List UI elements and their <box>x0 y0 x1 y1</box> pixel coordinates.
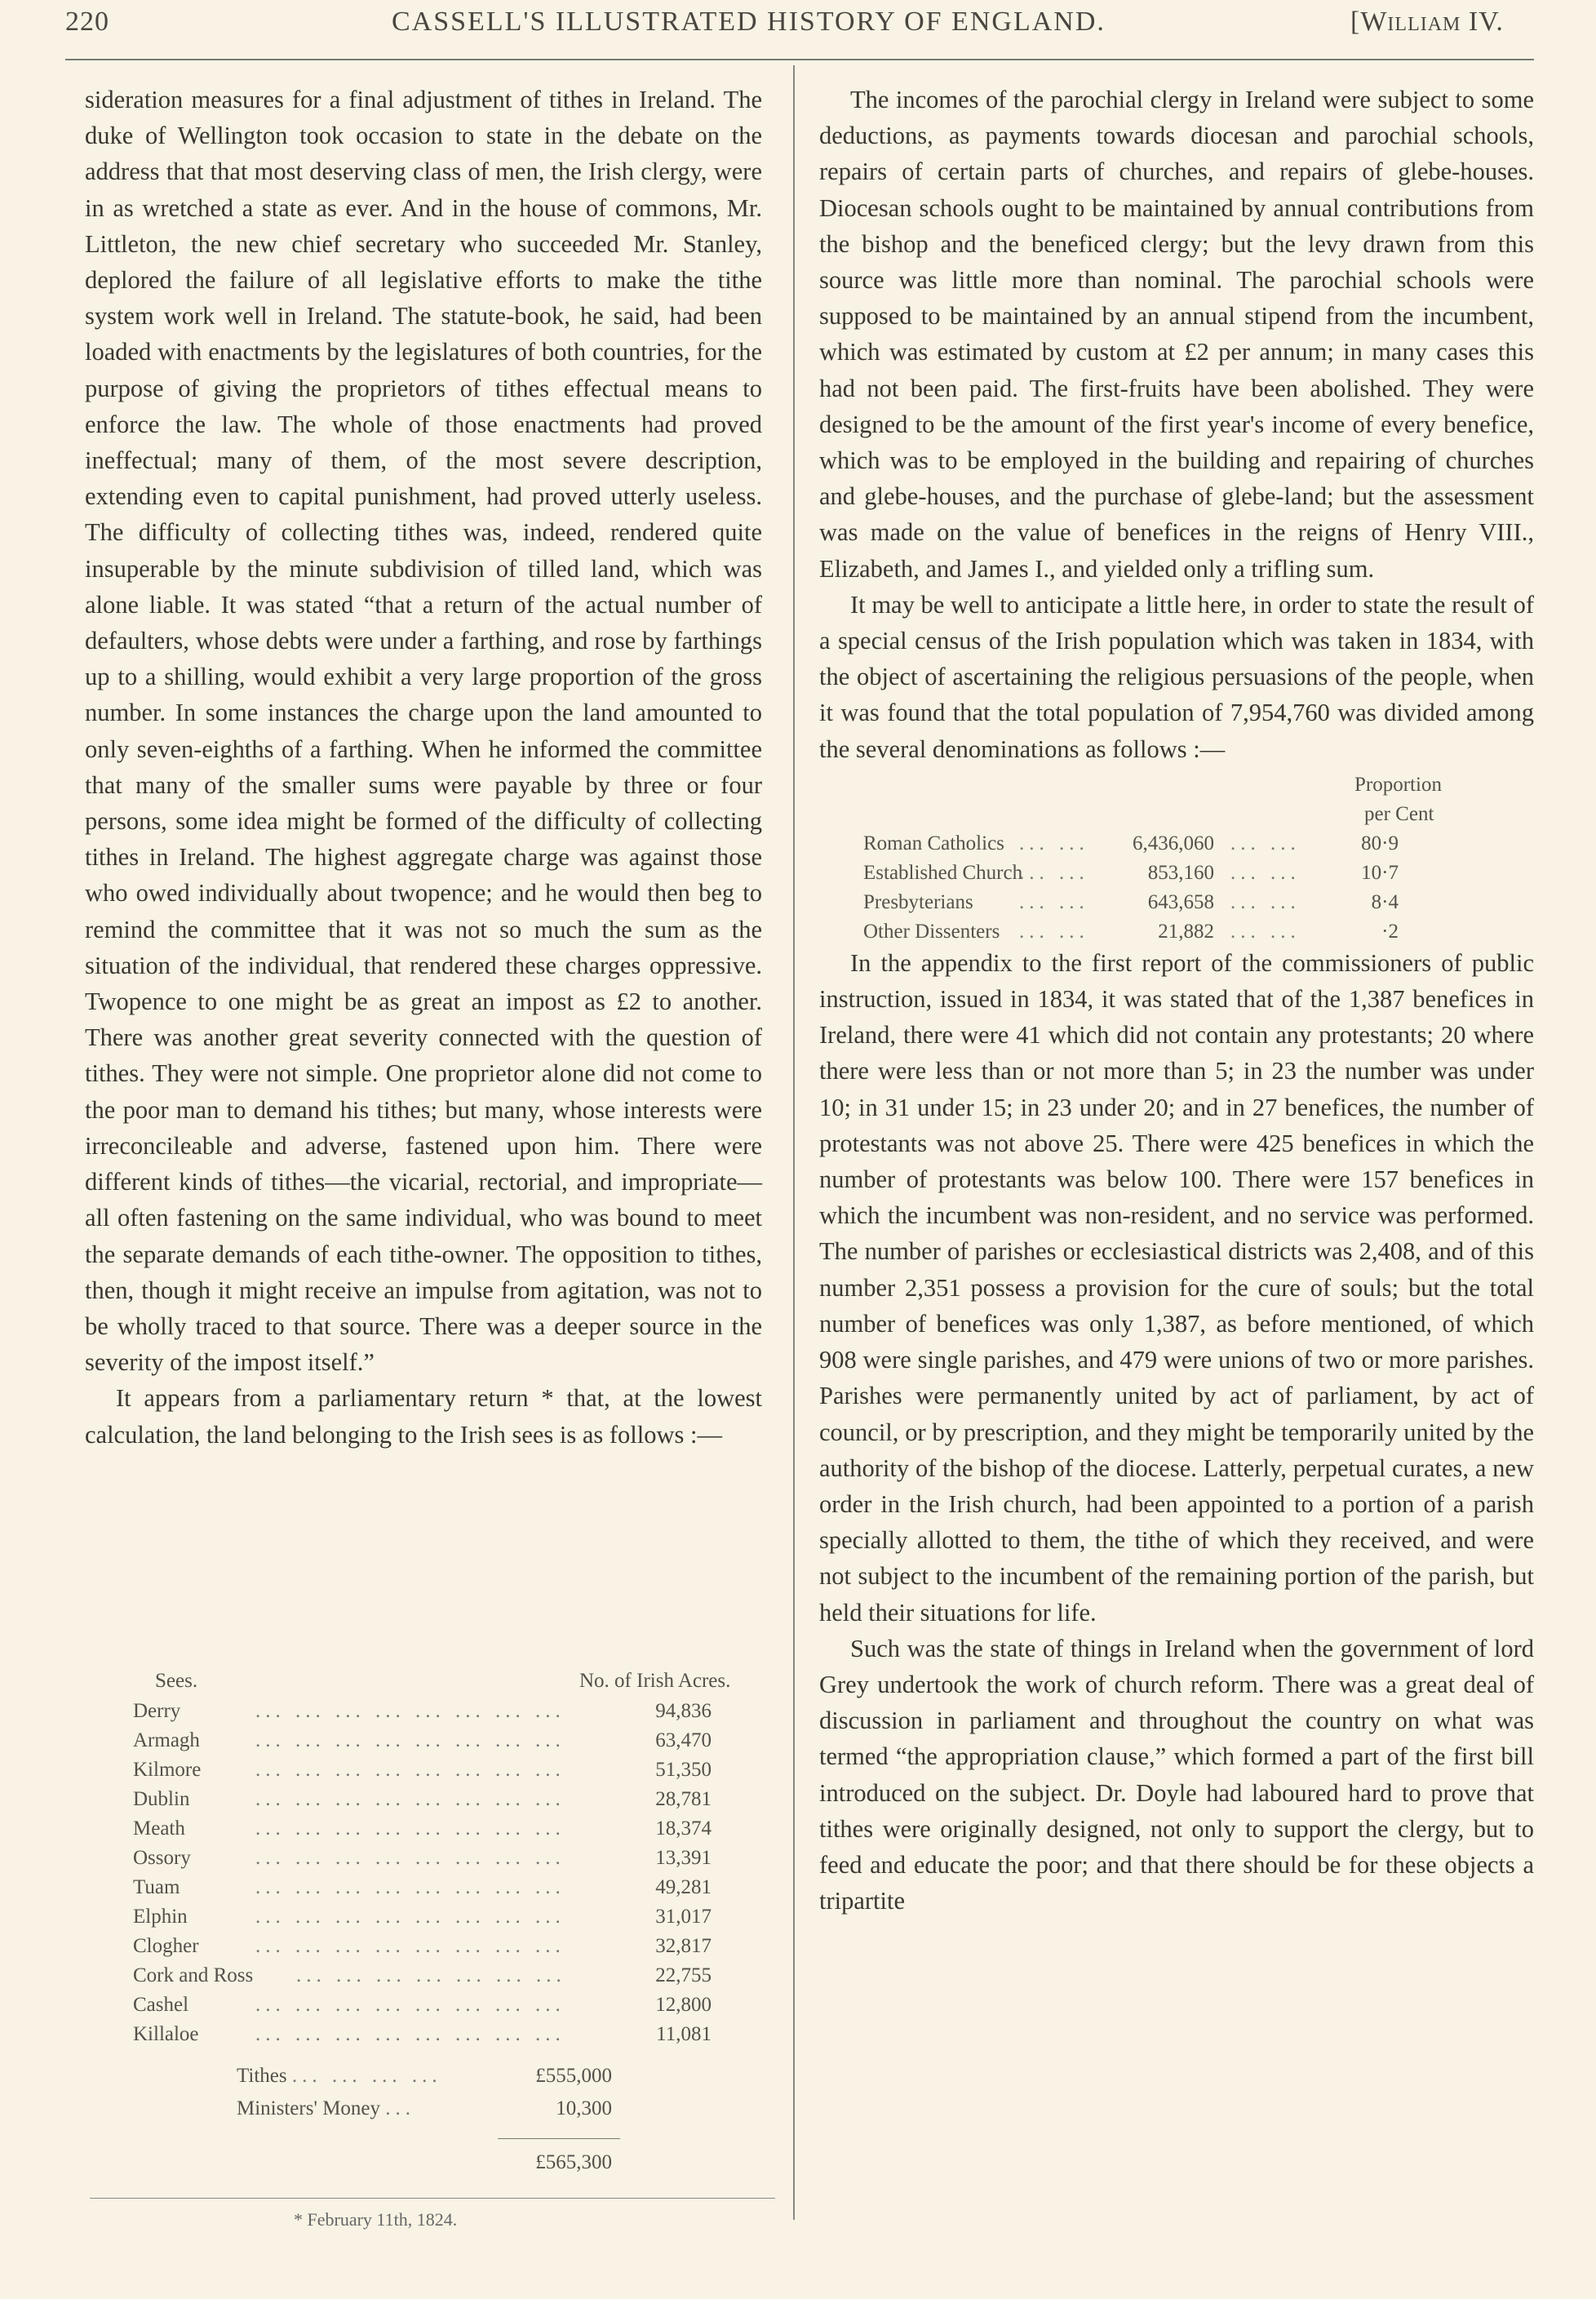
table-row <box>133 1700 565 1723</box>
leader-dots: ... ... <box>1230 832 1301 854</box>
tithes-label: Tithes ... ... ... ... <box>237 2065 442 2087</box>
see-acres: 31,017 <box>655 1906 712 1928</box>
leader-dots: ... ... <box>1230 920 1301 943</box>
table-row <box>133 1964 566 1987</box>
leader-dots: ... ... ... ... ... ... ... <box>296 1964 566 1986</box>
leader-dots: ... ... <box>1019 890 1089 913</box>
census-name: Established Church <box>863 861 1023 884</box>
running-title: CASSELL'S ILLUSTRATED HISTORY OF ENGLAND. <box>392 7 1106 37</box>
paragraph: The incomes of the parochial clergy in Ireland were subject to some deductions, as payments towards diocesan and parochial schools, repairs of certain parts of churches, and repairs of glebe-houses. Diocesan schools ought to be maintained by annual contributions from the bishop and the beneficed clergy; but the levy drawn from this source was little more than nominal. The parochial schools were supposed to be maintained by an annual stipend from the incumbent, which was estimated by custom at £2 per annum; in many cases this had not been paid. The first-fruits have been abolished. They were designed to be the amount of the first year's income of every benefice, which was to be employed in the building and repairing of churches and glebe-houses, and the purchase of glebe-land; but the assessment was made on the value of benefices in the reigns of Henry VIII., Elizabeth, and James I., and yielded only a trifling sum. <box>819 86 1534 583</box>
see-name: Derry <box>133 1700 181 1722</box>
census-percent: 80·9 <box>1361 832 1399 854</box>
table-row <box>133 1817 565 1840</box>
col-header-proportion: Proportion <box>1354 773 1442 796</box>
total-rule <box>498 2138 620 2139</box>
census-percent: ·2 <box>1381 920 1399 943</box>
see-name: Killaloe <box>133 2023 199 2045</box>
leader-dots: ... ... ... ... ... ... ... ... <box>255 1847 565 1869</box>
leader-dots: ... ... ... ... ... ... ... ... <box>255 1700 565 1722</box>
see-name: Kilmore <box>133 1759 202 1781</box>
col-header-sees: Sees. <box>155 1670 198 1692</box>
table-row <box>133 1788 565 1811</box>
see-acres: 18,374 <box>655 1817 712 1840</box>
leader-dots: ... ... <box>1230 890 1301 913</box>
ministers-value: 10,300 <box>556 2097 612 2119</box>
leader-dots: ... ... <box>1019 832 1089 854</box>
ministers-label: Ministers' Money ... <box>237 2097 416 2119</box>
col-header-acres: No. of Irish Acres. <box>579 1670 731 1692</box>
see-name: Meath <box>133 1817 185 1840</box>
see-acres: 22,755 <box>655 1964 712 1986</box>
table-row <box>133 1935 565 1958</box>
total-value: £565,300 <box>535 2151 612 2173</box>
table-row <box>133 1759 565 1782</box>
leader-dots: ... ... <box>1019 920 1089 943</box>
see-name: Armagh <box>133 1729 200 1751</box>
footnote-rule <box>90 2198 775 2199</box>
see-name: Tuam <box>133 1876 180 1898</box>
see-acres: 11,081 <box>656 2023 712 2045</box>
census-count: 853,160 <box>1147 861 1214 884</box>
leader-dots: ... ... ... ... ... ... ... ... <box>255 1817 565 1840</box>
page-number: 220 <box>65 7 109 37</box>
see-acres: 28,781 <box>655 1788 712 1810</box>
see-name: Clogher <box>133 1935 199 1957</box>
census-count: 643,658 <box>1147 890 1214 913</box>
footnote: * February 11th, 1824. <box>294 2209 458 2230</box>
see-name: Dublin <box>133 1788 190 1810</box>
census-name: Other Dissenters <box>863 920 1000 943</box>
right-column <box>819 82 1534 1919</box>
leader-dots: ... ... ... ... ... ... ... ... <box>255 2023 565 2045</box>
see-name: Cork and Ross <box>133 1964 254 1986</box>
see-acres: 12,800 <box>655 1994 712 2016</box>
table-row <box>133 2023 565 2046</box>
sees-table <box>0 0 791 2204</box>
table-row <box>133 1906 565 1928</box>
census-count: 21,882 <box>1158 920 1214 943</box>
census-table <box>819 767 1534 945</box>
see-acres: 49,281 <box>655 1876 712 1898</box>
see-name: Ossory <box>133 1847 191 1869</box>
table-row <box>133 1847 565 1870</box>
census-percent: 10·7 <box>1361 861 1399 884</box>
census-percent: 8·4 <box>1371 890 1399 913</box>
col-header-per-cent: per Cent <box>1364 802 1434 825</box>
see-acres: 63,470 <box>655 1729 712 1751</box>
leader-dots: ... ... ... ... ... ... ... ... <box>255 1759 565 1781</box>
paragraph: sideration measures for a final adjustment of tithes in Ireland. The duke of Wellington took occasion to state in the debate on the address that that most deserving class of men, the Irish clergy, were in as wretched a state as ever. And in the house of commons, Mr. Littleton, the new chief secretary who succeeded Mr. Stanley, deplored the failure of all legislative efforts to make the tithe system work well in Ireland. The statute-book, he said, had been loaded with enactments by the legislatures of both countries, for the purpose of giving the proprietors of tithes effectual means to enforce the law. The whole of those enactments had proved ineffectual; many of them, of the most severe description, extending even to capital punishment, had proved utterly useless. The difficulty of collecting tithes was, indeed, rendered quite insuperable by the minute subdivision of tilled land, which was alone liable. It was stated “that a return of the actual number of defaulters, whose debts were under a farthing, and rose by farthings up to a shilling, would exhibit a very large proportion of the gross number. In some instances the charge upon the land amounted to only seven-eighths of a farthing. When he informed the committee that many of the smaller sums were payable by three or four persons, some idea might be formed of the difficulty of collecting tithes in Ireland. The highest aggregate charge was against those who owed individually about twopence; and he would then beg to remind the committee that it was not so much the sum as the situation of the individual, that rendered these charges oppressive. Twopence to one might be as great an impost as £2 to another. There was another great severity connected with the question of tithes. They were not simple. One proprietor alone did not come to the poor man to demand his tithes; but many, whose interests were irreconcileable and adverse, fastened upon him. There were different kinds of tithes—the vicarial, rectorial, and impropriate—all often fastening on the same individual, who was bound to meet the separate demands of each tithe-owner. The opposition to tithes, then, though it might receive an impulse from agitation, was not to be wholly traced to that source. There was a deeper source in the severity of the impost itself.” <box>85 86 762 1377</box>
leader-dots: ... ... ... ... ... ... ... ... <box>255 1876 565 1898</box>
running-reign: [William IV. <box>1350 7 1504 37</box>
see-acres: 94,836 <box>655 1700 712 1722</box>
paragraph: It may be well to anticipate a little here, in order to state the result of a special census of the Irish population which was taken in 1834, with the object of ascertaining the religious persuasions of the people, when it was found that the total population of 7,954,760 was divided among the several denominations as follows :— <box>819 590 1534 763</box>
leader-dots: ... ... ... ... ... ... ... ... <box>255 1935 565 1957</box>
tithes-value: £555,000 <box>535 2065 612 2087</box>
leader-dots: ... ... <box>1230 861 1301 884</box>
column-divider <box>793 65 795 2220</box>
table-row <box>133 1994 565 2017</box>
leader-dots: ... ... ... ... ... ... ... ... <box>255 1994 565 2016</box>
see-acres: 13,391 <box>655 1847 712 1869</box>
census-name: Presbyterians <box>863 890 973 913</box>
paragraph: Such was the state of things in Ireland when the government of lord Grey undertook the work of church reform. There was a great deal of discussion in parliament and throughout the country on what was termed “the appropriation clause,” which formed a part of the first bill introduced on the subject. Dr. Doyle had laboured hard to prove that tithes were originally designed, not only to support the clergy, but to feed and educate the poor; and that there should be for these objects a tripartite <box>819 1634 1534 1915</box>
census-name: Roman Catholics <box>863 832 1004 854</box>
table-row <box>133 1729 565 1752</box>
leader-dots: ... ... ... ... ... ... ... ... <box>255 1729 565 1751</box>
table-row <box>133 1876 565 1899</box>
see-acres: 32,817 <box>655 1935 712 1957</box>
leader-dots: ... ... <box>1019 861 1089 884</box>
paragraph: It appears from a parliamentary return * that, at the lowest calculation, the land belonging to the Irish sees is as follows :— <box>85 1384 762 1449</box>
see-name: Elphin <box>133 1906 188 1928</box>
census-count: 6,436,060 <box>1133 832 1214 854</box>
see-name: Cashel <box>133 1994 189 2016</box>
paragraph: In the appendix to the first report of the commissioners of public instruction, issued in 1834, it was stated that of the 1,387 benefices in Ireland, there were 41 which did not contain any protestants; 20 where there were less than or not more than 5; in 23 the number was under 10; in 31 under 15; in 23 under 20; and in 27 benefices, the number of protestants was not above 25. There were 425 benefices in which the number of protestants was below 100. There were 157 benefices in which the incumbent was non-resident, and no service was performed. The number of parishes or ecclesiastical districts was 2,408, and of this number 2,351 possess a provision for the cure of souls; but the total number of benefices was only 1,387, as before mentioned, of which 908 were single parishes, and 479 were unions of two or more parishes. Parishes were permanently united by act of parliament, by act of council, or by prescription, and they might be temporarily united by the authority of the bishop of the diocese. Latterly, perpetual curates, a new order in the Irish church, had been appointed to a portion of a parish specially allotted to them, the tithe of which they received, and were not subject to the incumbent of the remaining portion of the parish, but held their situations for life. <box>819 948 1534 1627</box>
see-acres: 51,350 <box>655 1759 712 1781</box>
leader-dots: ... ... ... ... ... ... ... ... <box>255 1906 565 1928</box>
leader-dots: ... ... ... ... ... ... ... ... <box>255 1788 565 1810</box>
